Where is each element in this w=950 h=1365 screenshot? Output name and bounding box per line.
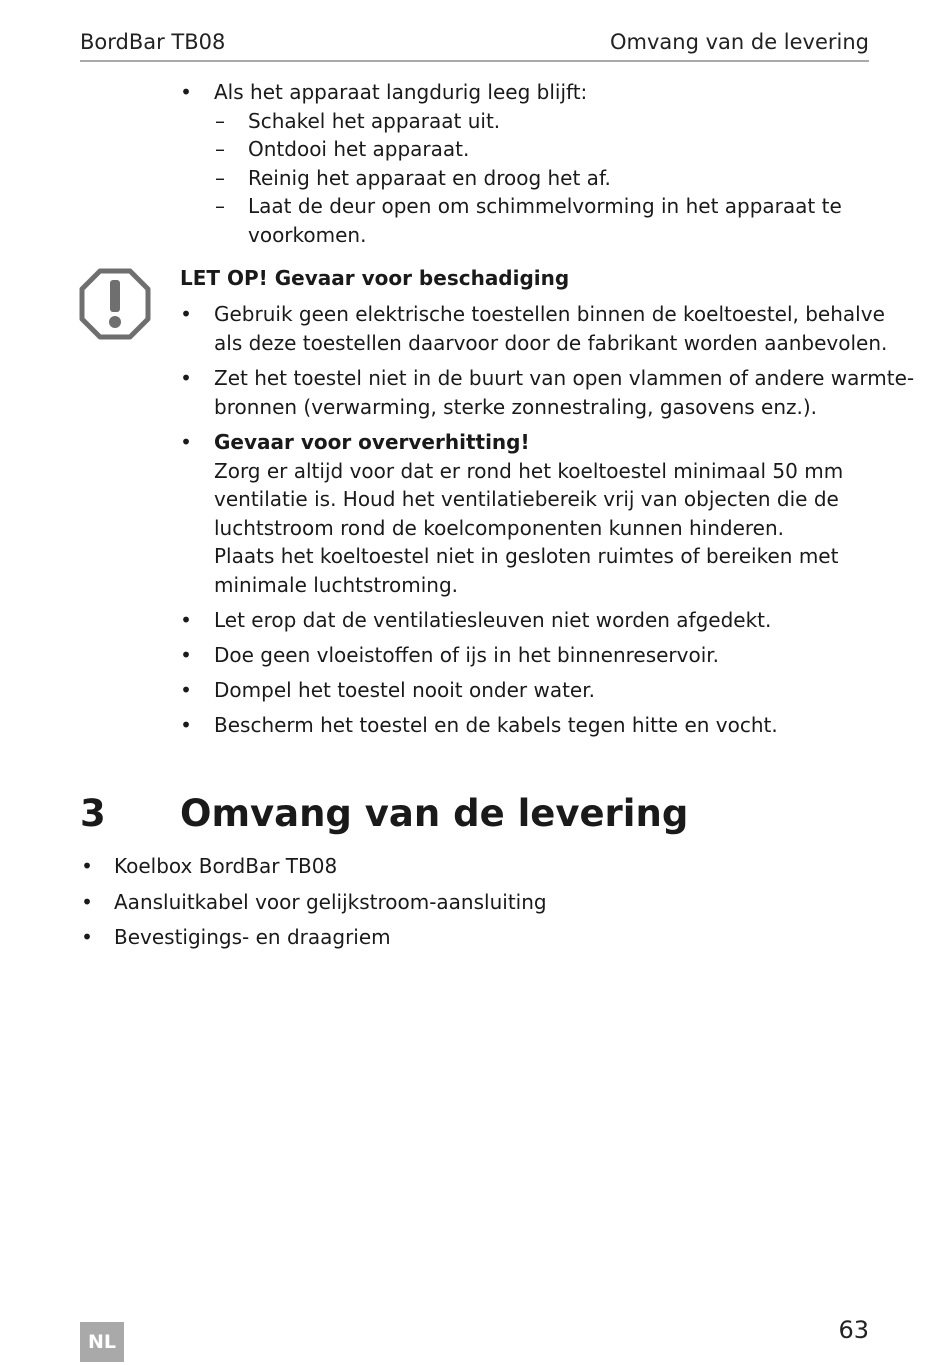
delivery-item: Aansluitkabel voor gelijkstroom-aansluiting xyxy=(114,890,547,914)
dash-mark: – xyxy=(215,137,225,161)
warning-title: LET OP! Gevaar voor beschadiging xyxy=(180,266,570,290)
warning-item-line: als deze toestellen daarvoor door de fabrikant worden aanbevolen. xyxy=(214,330,888,355)
bullet-mark: • xyxy=(180,302,192,326)
bullet-mark: • xyxy=(81,925,93,949)
intro-dash-item: Laat de deur open om schimmelvorming in het apparaat te xyxy=(248,194,842,218)
warning-item-line: luchtstroom rond de koelcomponenten kunnen hinderen. xyxy=(214,515,785,540)
bullet-mark: • xyxy=(180,608,192,632)
warning-item-line: ventilatie is. Houd het ventilatiebereik vrij van objecten die de xyxy=(214,487,839,511)
bullet-mark: • xyxy=(180,643,192,667)
page-number: 63 xyxy=(838,1316,869,1344)
header-section-name: Omvang van de levering xyxy=(609,30,869,54)
bullet-mark: • xyxy=(180,430,192,454)
intro-list xyxy=(0,78,950,248)
delivery-item: Bevestigings- en draagriem xyxy=(114,925,391,949)
section-title: Omvang van de levering xyxy=(180,792,689,835)
warning-item-line: Plaats het koeltoestel niet in gesloten ruimtes of bereiken met xyxy=(214,544,839,568)
section-number: 3 xyxy=(80,792,106,835)
delivery-list xyxy=(0,852,950,962)
bullet-mark: • xyxy=(81,854,93,878)
intro-dash-item: Schakel het apparaat uit. xyxy=(248,108,501,133)
intro-dash-item-continued: voorkomen. xyxy=(248,222,367,247)
warning-item-line: Zorg er altijd voor dat er rond het koeltoestel minimaal 50 mm xyxy=(214,458,844,483)
warning-item-line: Dompel het toestel nooit onder water. xyxy=(214,678,595,702)
delivery-item: Koelbox BordBar TB08 xyxy=(114,854,338,878)
page-header xyxy=(80,28,869,62)
language-badge: NL xyxy=(80,1322,124,1362)
dash-mark: – xyxy=(215,108,225,133)
bullet-mark: • xyxy=(180,678,192,702)
warning-item-line: minimale luchtstroming. xyxy=(214,572,459,597)
bullet-mark: • xyxy=(180,713,192,737)
warning-item-line: Gebruik geen elektrische toestellen binnen de koeltoestel, behalve xyxy=(214,302,885,326)
dash-mark: – xyxy=(215,194,225,218)
intro-dash-item: Reinig het apparaat en droog het af. xyxy=(248,165,611,190)
warning-item-line: Doe geen vloeistoffen of ijs in het binnenreservoir. xyxy=(214,643,720,667)
warning-item-line: Let erop dat de ventilatiesleuven niet worden afgedekt. xyxy=(214,608,772,632)
intro-bullet-text: Als het apparaat langdurig leeg blijft: xyxy=(214,80,588,104)
bullet-mark: • xyxy=(81,890,93,914)
bullet-mark: • xyxy=(180,80,192,104)
header-product-name: BordBar TB08 xyxy=(80,30,226,54)
warning-item-line: Zet het toestel niet in de buurt van open vlammen of andere warmte- xyxy=(214,366,915,390)
bullet-mark: • xyxy=(180,366,192,390)
warning-block xyxy=(0,264,950,744)
dash-mark: – xyxy=(215,165,225,190)
warning-item-heading: Gevaar voor oververhitting! xyxy=(214,430,530,454)
warning-item-line: Bescherm het toestel en de kabels tegen hitte en vocht. xyxy=(214,713,778,737)
warning-item-line: bronnen (verwarming, sterke zonnestraling, gasovens enz.). xyxy=(214,394,818,419)
intro-dash-item: Ontdooi het apparaat. xyxy=(248,137,470,161)
